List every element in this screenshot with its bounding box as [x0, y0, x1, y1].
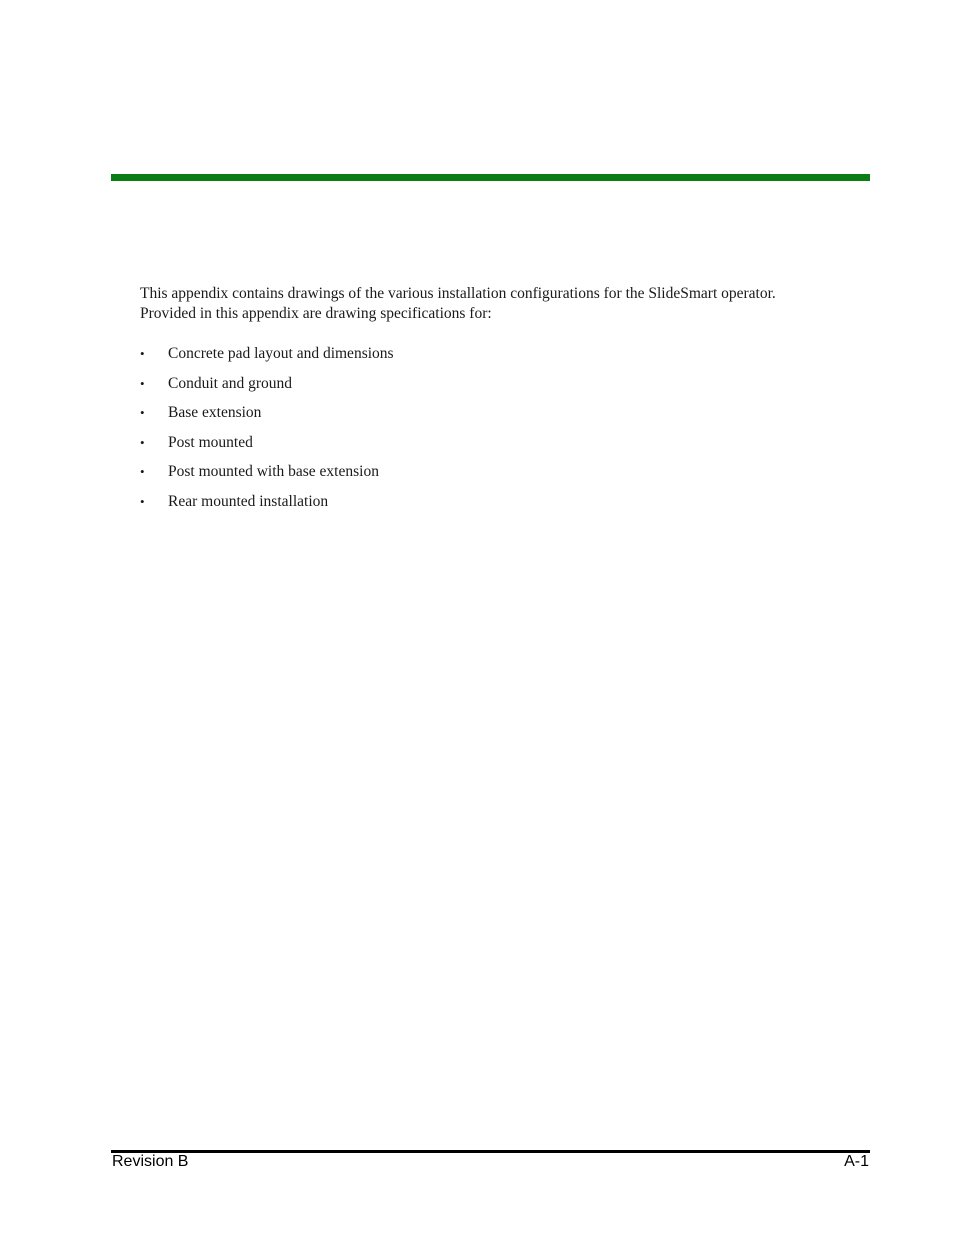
header-rule [111, 174, 870, 181]
bullet-icon: • [140, 346, 145, 361]
intro-paragraph [140, 284, 860, 324]
bullet-icon: • [140, 464, 145, 480]
list-item [140, 403, 860, 423]
bullet-icon: • [140, 493, 145, 509]
bullet-icon: • [140, 375, 145, 391]
list-item-label: Rear mounted installation [168, 492, 329, 510]
bullet-icon: • [140, 434, 145, 450]
bullet-icon: • [140, 405, 145, 421]
list-item [140, 344, 860, 364]
list-item [140, 492, 860, 512]
page-content [140, 284, 860, 522]
intro-line-2: Provided in this appendix are drawing specifications for: [140, 305, 492, 322]
list-item-label: Concrete pad layout and dimensions [168, 345, 394, 362]
list-item [140, 462, 860, 482]
intro-line-1: This appendix contains drawings of the various installation configurations for the SlideSmart operator. [140, 285, 776, 302]
list-item-label: Post mounted with base extension [168, 463, 379, 481]
list-item [140, 433, 860, 453]
revision-label: Revision B [112, 1153, 189, 1170]
page-number: A-1 [844, 1153, 869, 1170]
drawing-spec-list [140, 344, 860, 512]
list-item [140, 374, 860, 394]
list-item-label: Post mounted [168, 433, 253, 451]
footer-rule [111, 1150, 870, 1153]
list-item-label: Base extension [168, 404, 262, 422]
list-item-label: Conduit and ground [168, 374, 292, 392]
